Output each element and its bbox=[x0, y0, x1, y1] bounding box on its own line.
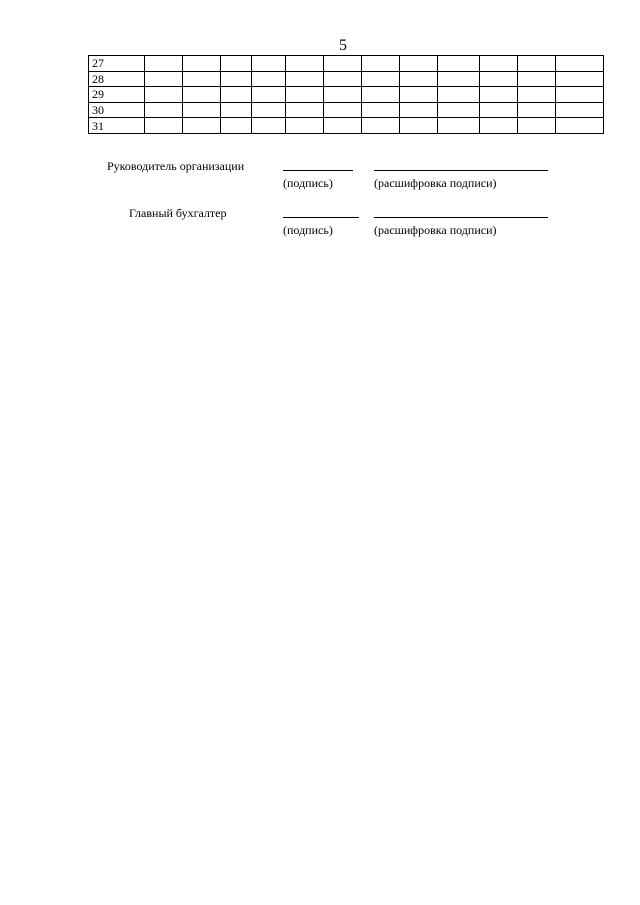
head-signature-caption: (подпись) bbox=[283, 176, 333, 190]
accountant-transcript-line bbox=[374, 217, 548, 218]
empty-cell bbox=[221, 71, 252, 87]
empty-cell bbox=[480, 118, 518, 134]
empty-cell bbox=[518, 71, 556, 87]
empty-cell bbox=[183, 56, 221, 72]
empty-cell bbox=[480, 56, 518, 72]
empty-cell bbox=[480, 87, 518, 103]
empty-cell bbox=[183, 118, 221, 134]
empty-cell bbox=[362, 71, 400, 87]
table-body bbox=[89, 56, 604, 134]
empty-cell bbox=[145, 56, 183, 72]
empty-cell bbox=[221, 56, 252, 72]
empty-cell bbox=[324, 102, 362, 118]
head-transcript-line bbox=[374, 170, 548, 171]
empty-cell bbox=[286, 118, 324, 134]
empty-cell bbox=[400, 118, 438, 134]
empty-cell bbox=[252, 118, 286, 134]
day-cell: 29 bbox=[89, 87, 145, 103]
empty-cell bbox=[556, 71, 604, 87]
empty-cell bbox=[286, 102, 324, 118]
day-cell: 27 bbox=[89, 56, 145, 72]
empty-cell bbox=[145, 71, 183, 87]
empty-cell bbox=[438, 87, 480, 103]
table-row bbox=[89, 102, 604, 118]
empty-cell bbox=[252, 87, 286, 103]
empty-cell bbox=[518, 118, 556, 134]
empty-cell bbox=[438, 102, 480, 118]
empty-cell bbox=[480, 71, 518, 87]
accountant-signature-caption: (подпись) bbox=[283, 223, 333, 237]
empty-cell bbox=[286, 87, 324, 103]
data-table bbox=[88, 55, 604, 134]
empty-cell bbox=[400, 87, 438, 103]
head-signature-label: Руководитель организации bbox=[107, 159, 245, 173]
empty-cell bbox=[438, 118, 480, 134]
empty-cell bbox=[324, 118, 362, 134]
accountant-signature-label: Главный бухгалтер bbox=[129, 206, 227, 220]
table-row bbox=[89, 118, 604, 134]
empty-cell bbox=[362, 118, 400, 134]
empty-cell bbox=[556, 56, 604, 72]
empty-cell bbox=[221, 102, 252, 118]
empty-cell bbox=[324, 56, 362, 72]
empty-cell bbox=[556, 118, 604, 134]
empty-cell bbox=[145, 87, 183, 103]
empty-cell bbox=[362, 56, 400, 72]
empty-cell bbox=[362, 102, 400, 118]
empty-cell bbox=[221, 87, 252, 103]
head-transcript-caption: (расшифровка подписи) bbox=[374, 176, 497, 190]
page-number: 5 bbox=[339, 37, 347, 54]
empty-cell bbox=[324, 87, 362, 103]
empty-cell bbox=[556, 87, 604, 103]
empty-cell bbox=[286, 56, 324, 72]
accountant-transcript-caption: (расшифровка подписи) bbox=[374, 223, 497, 237]
head-signature-line bbox=[283, 170, 353, 171]
empty-cell bbox=[518, 56, 556, 72]
day-cell: 28 bbox=[89, 71, 145, 87]
empty-cell bbox=[145, 118, 183, 134]
empty-cell bbox=[252, 71, 286, 87]
empty-cell bbox=[286, 71, 324, 87]
empty-cell bbox=[145, 102, 183, 118]
empty-cell bbox=[556, 102, 604, 118]
table-row bbox=[89, 87, 604, 103]
empty-cell bbox=[438, 56, 480, 72]
empty-cell bbox=[518, 87, 556, 103]
day-cell: 30 bbox=[89, 102, 145, 118]
empty-cell bbox=[183, 87, 221, 103]
empty-cell bbox=[252, 102, 286, 118]
empty-cell bbox=[400, 102, 438, 118]
empty-cell bbox=[400, 71, 438, 87]
empty-cell bbox=[362, 87, 400, 103]
empty-cell bbox=[183, 71, 221, 87]
empty-cell bbox=[183, 102, 221, 118]
table-row bbox=[89, 71, 604, 87]
accountant-signature-line bbox=[283, 217, 359, 218]
table-row bbox=[89, 56, 604, 72]
empty-cell bbox=[324, 71, 362, 87]
empty-cell bbox=[400, 56, 438, 72]
empty-cell bbox=[438, 71, 480, 87]
empty-cell bbox=[252, 56, 286, 72]
day-cell: 31 bbox=[89, 118, 145, 134]
empty-cell bbox=[518, 102, 556, 118]
empty-cell bbox=[480, 102, 518, 118]
empty-cell bbox=[221, 118, 252, 134]
